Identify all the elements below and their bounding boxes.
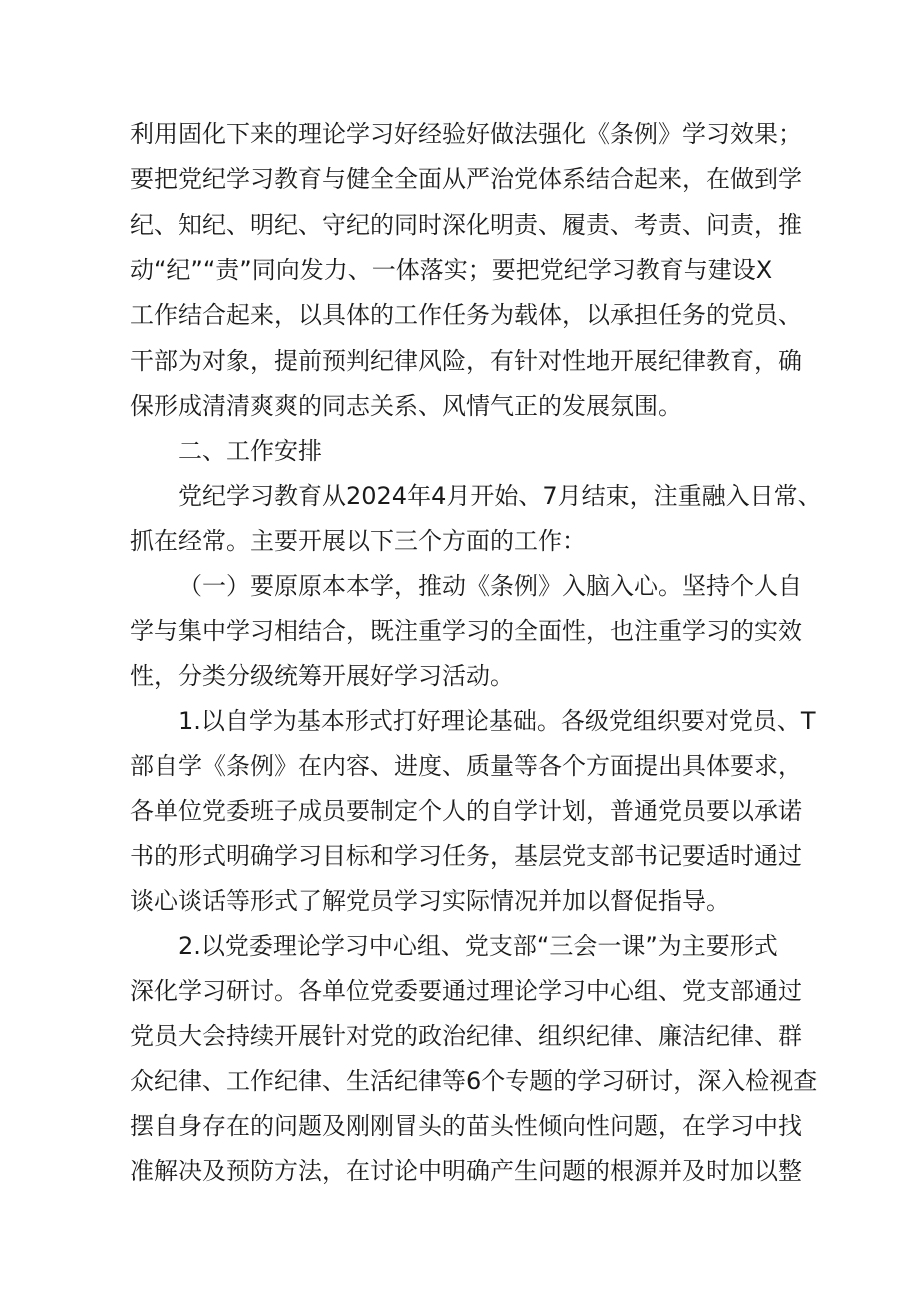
body-text-line: 学与集中学习相结合，既注重学习的全面性，也注重学习的实效 <box>130 617 802 645</box>
body-text-line: 性，分类分级统筹开展好学习活动。 <box>130 662 514 690</box>
body-text-line: 党员大会持续开展针对党的政治纪律、组织纪律、廉洁纪律、群 <box>130 1022 802 1050</box>
body-text-line: 书的形式明确学习目标和学习任务，基层党支部书记要适时通过 <box>130 842 802 870</box>
body-text-line: 干部为对象，提前预判纪律风险，有针对性地开展纪律教育，确 <box>130 347 802 375</box>
section-heading: 二、工作安排 <box>178 437 322 465</box>
body-text-line: 准解决及预防方法，在讨论中明确产生问题的根源并及时加以整 <box>130 1157 802 1185</box>
body-text-line: 部自学《条例》在内容、进度、质量等各个方面提出具体要求， <box>130 752 802 780</box>
body-text-line: 党纪学习教育从2024年4月开始、7月结束，注重融入日常、 <box>178 482 822 510</box>
body-text-line: 利用固化下来的理论学习好经验好做法强化《条例》学习效果； <box>130 120 802 148</box>
body-text-line: 摆自身存在的问题及刚刚冒头的苗头性倾向性问题，在学习中找 <box>130 1112 802 1140</box>
numbered-item-heading: 2.以党委理论学习中心组、党支部“三会一课”为主要形式 <box>178 932 778 960</box>
body-text-line: 要把党纪学习教育与健全全面从严治党体系结合起来，在做到学 <box>130 165 802 193</box>
numbered-item-heading: 1.以自学为基本形式打好理论基础。各级党组织要对党员、T <box>178 707 816 735</box>
subsection-heading: （一）要原原本本学，推动《条例》入脑入心。坚持个人自 <box>178 572 802 600</box>
body-text-line: 纪、知纪、明纪、守纪的同时深化明责、履责、考责、问责，推 <box>130 211 802 239</box>
body-text-line: 众纪律、工作纪律、生活纪律等6个专题的学习研讨，深入检视查 <box>130 1067 818 1095</box>
body-text-line: 深化学习研讨。各单位党委要通过理论学习中心组、党支部通过 <box>130 977 802 1005</box>
body-text-line: 工作结合起来，以具体的工作任务为载体，以承担任务的党员、 <box>130 301 802 329</box>
body-text-line: 谈心谈话等形式了解党员学习实际情况并加以督促指导。 <box>130 887 730 915</box>
body-text-line: 抓在经常。主要开展以下三个方面的工作： <box>130 527 586 555</box>
body-text-line: 动“纪”“责”同向发力、一体落实；要把党纪学习教育与建设X <box>130 256 773 284</box>
body-text-line: 各单位党委班子成员要制定个人的自学计划，普通党员要以承诺 <box>130 797 802 825</box>
body-text-line: 保形成清清爽爽的同志关系、风情气正的发展氛围。 <box>130 392 682 420</box>
